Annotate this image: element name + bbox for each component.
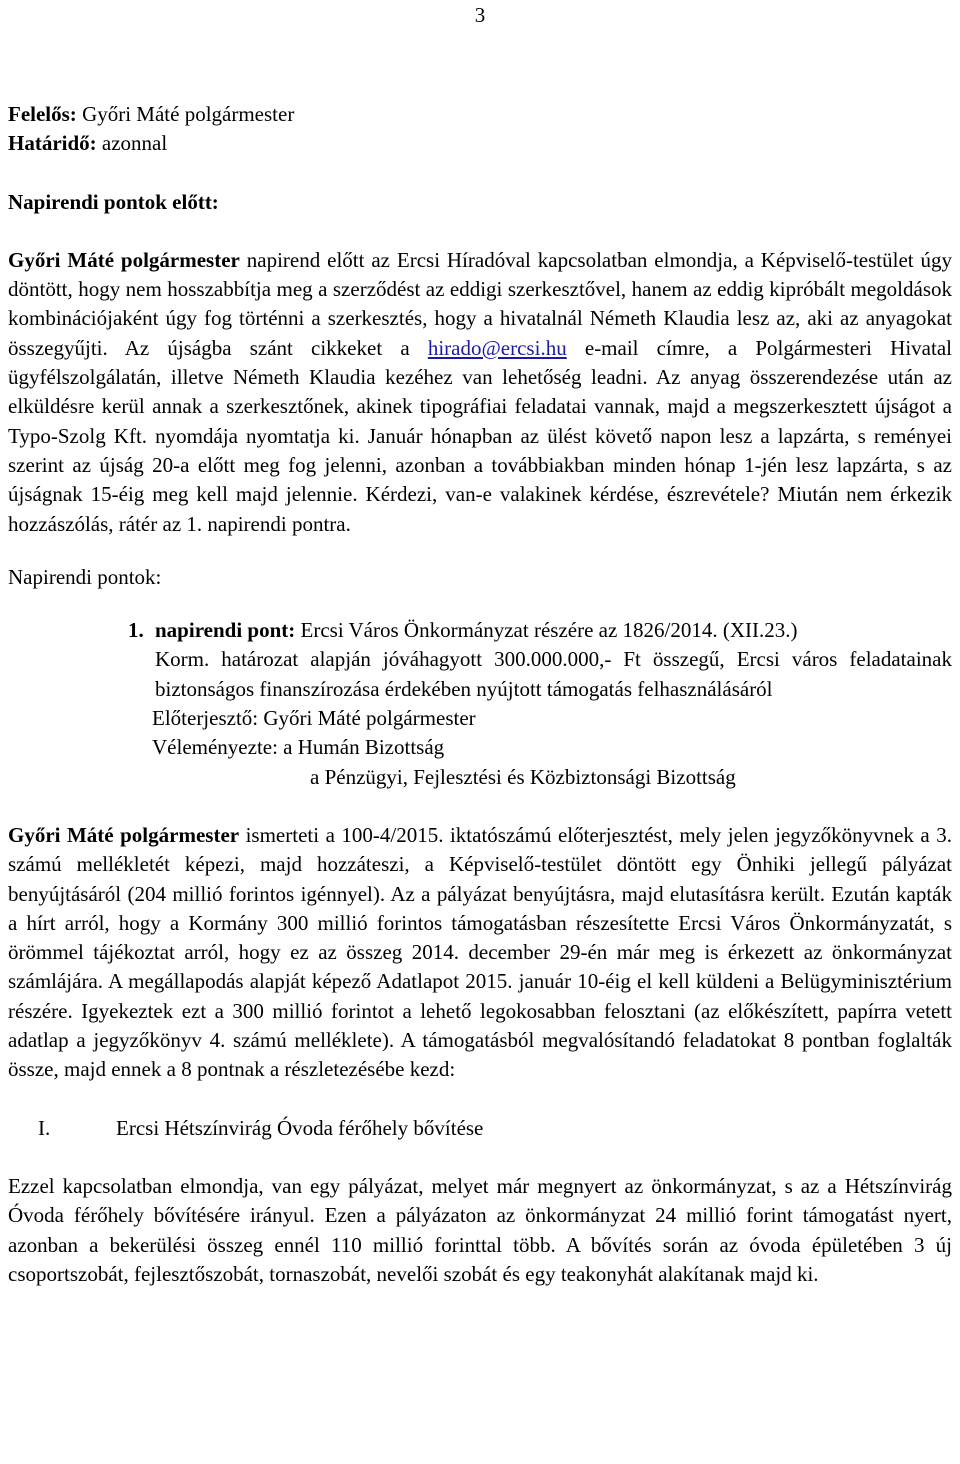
section-numeral: I. [38,1115,51,1140]
agenda-heading: Napirendi pontok: [8,564,162,589]
agenda-reviewer: Véleményezte: a Humán Bizottság [152,735,445,760]
section-paragraph: Ezzel kapcsolatban elmondja, van egy pályázat, melyet már megnyert az önkormányzat, s az a Hétszínvirág Óvoda férőhely bővítésére irányul. Ezen a pályázaton az önkormányzat 24 millió forint támogatást nyert, azonban a bekerülési összeg ennél 110 millió forinttal több. A bővítés során az óvoda épületében 3 új csoportszobát, fejlesztőszobát, tornaszobát, nevelői szobát és egy teakonyhát alakítanak majd ki. [8,1173,952,1286]
pre-agenda-text-2: e-mail címre, a Polgármesteri Hivatal ügyfélszolgálatán, illetve Németh Klaudia kezéhez van lehetőség leadni. Az anyag összerendezése után az elküldésre kerül annak a szerkesztőnek, akinek tipográfiai feladatai vannak, majd a megszerkesztett újságot a Typo-Szolg Kft. nyomdája nyomtatja ki. Január hónapban az ülést követő napon lesz a lapzárta, s reményei szerint az újság 20-a előtt meg fog jelenni, azonban a továbbiakban minden hónap 1-jén lesz lapzárta, s az újságnak 15-éig meg kell majd jelennie. Kérdezi, van-e valakinek kérdése, észrevétele? Miután nem érkezik hozzászólás, rátér az 1. napirendi pontra. [8,335,952,536]
responsible-line [8,100,952,129]
agenda-item-title: Korm. határozat alapján jóváhagyott 300.000.000,- Ft összegű, Ercsi város feladatainak biztonságos finanszírozása érdekében nyújtott támogatás felhasználásáról [155,647,952,701]
deadline-value: azonnal [96,131,168,156]
agenda-presenter: Előterjesztő: Győri Máté polgármester [152,706,476,731]
email-link[interactable]: hirado@ercsi.hu [427,335,567,360]
discussion-text: ismerteti a 100-4/2015. iktatószámú előterjesztést, mely jelen jegyzőkönyvnek a 3. számú mellékletét képezi, majd hozzáteszi, a Képviselő-testület döntött egy Önhiki jellegű pályázat benyújtásáról (204 millió forintos igénnyel). Az a pályázat benyújtásra, majd elutasításra került. Ezután kapták a hírt arról, hogy a Kormány 300 millió forintos támogatásban részesítette Ercsi Város Önkormányzatát, s örömmel tájékoztat arról, hogy ez az összeg 2014. december 29-én már meg is érkezett az önkormányzat számlájára. A megállapodás alapját képező Adatlapot 2015. január 10-éig el kell küldeni a Belügyminisztérium részére. Igyekeztek ezt a 300 millió forintot a lehető legokosabban felosztani (az előkészített, papírra vetett adatlap a jegyzőkönyv 4. számú melléklete). A támogatásból megvalósítandó feladatokat 8 pontban foglalták össze, majd ennek a 8 pontnak a részletezésébe kezd: [8,822,952,1082]
agenda-item-number: 1. [128,618,144,643]
pre-agenda-text-1: napirend előtt az Ercsi Híradóval kapcsolatban elmondja, a Képviselő-testület úgy döntött, hogy nem hosszabbítja meg a szerződést az eddigi szerkesztővel, hanem az eddig kipróbált megoldások kombinációjaként úgy fog történni a szerkesztés, hogy a hivatalnál Németh Klaudia lesz az, aki az anyagokat összegyűjti. Az újságba szánt cikkeket a [8,247,952,360]
discussion-paragraph [8,821,952,1085]
discussion-speaker: Győri Máté polgármester [8,822,240,847]
section-title: Ercsi Hétszínvirág Óvoda férőhely bővítése [116,1115,484,1140]
section-heading [38,1114,952,1143]
deadline-line [8,129,952,158]
agenda-item-label: napirendi pont: [155,618,296,643]
document-body [8,100,952,1289]
pre-agenda-heading: Napirendi pontok előtt: [8,189,219,214]
pre-agenda-paragraph [8,246,952,539]
agenda-item-title-first: Ercsi Város Önkormányzat részére az 1826/2014. (XII.23.) [295,618,798,643]
page-number: 3 [474,3,486,27]
speaker-name: Győri Máté polgármester [8,247,240,272]
responsible-label: Felelős: [8,102,77,126]
responsible-value: Győri Máté polgármester [76,102,295,126]
agenda-item-1 [128,616,952,645]
deadline-label: Határidő: [8,131,97,156]
agenda-reviewer-2: a Pénzügyi, Fejlesztési és Közbiztonsági Bizottság [310,764,736,789]
